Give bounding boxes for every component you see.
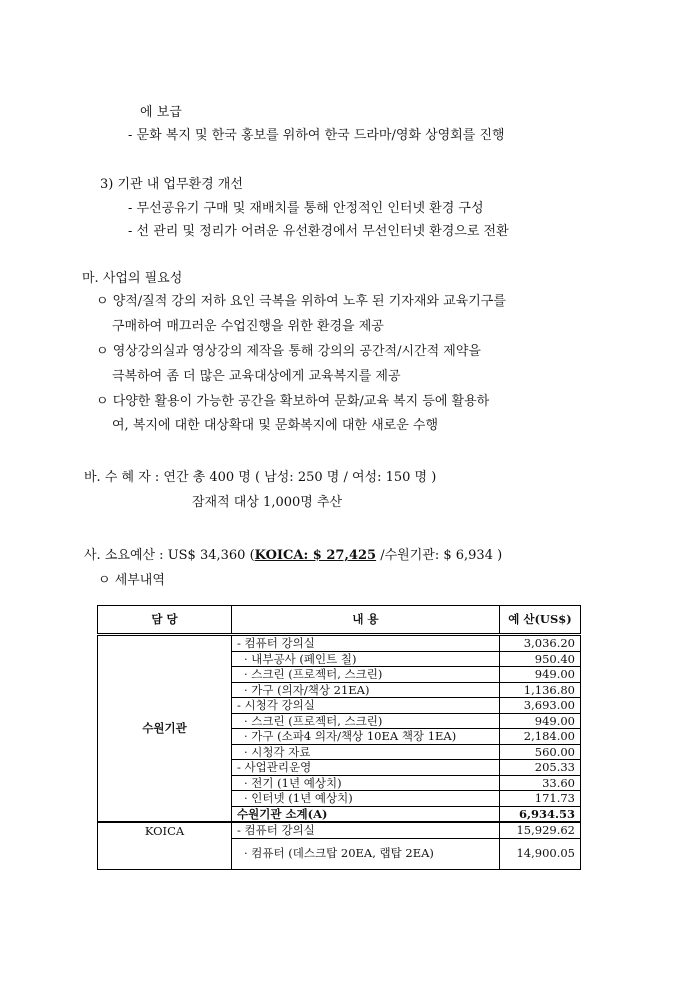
bullet-line: 극복하여 좀 더 많은 교육대상에게 교육복지를 제공 — [112, 369, 401, 384]
row-amount: 205.33 — [500, 760, 581, 776]
bullet-line: 구매하여 매끄러운 수업진행을 위한 환경을 제공 — [112, 319, 384, 334]
row-content: · 가구 (소파4 의자/책상 10EA 책장 1EA) — [232, 729, 500, 745]
beneficiary-line: 잠재적 대상 1,000명 추산 — [192, 495, 343, 510]
bullet-line: ㅇ 양적/질적 강의 저하 요인 극복을 위하여 노후 된 기자재와 교육기구를 — [96, 294, 506, 309]
row-content: · 시청각 자료 — [232, 744, 500, 760]
bullet-line: ㅇ 다양한 활용이 가능한 공간을 확보하여 문화/교육 복지 등에 활용하 — [96, 394, 490, 409]
budget-recipient: /수원기관: $ 6,934 ) — [380, 548, 503, 563]
row-content: · 인터넷 (1년 예상치) — [232, 791, 500, 807]
row-content: · 스크린 (프로젝터, 스크린) — [232, 667, 500, 683]
bullet-line: ㅇ 영상강의실과 영상강의 제작을 통해 강의의 공간적/시간적 제약을 — [96, 344, 481, 359]
section-heading: 3) 기관 내 업무환경 개선 — [100, 177, 243, 192]
row-content: · 가구 (의자/책상 21EA) — [232, 682, 500, 698]
table-header-row — [98, 606, 581, 635]
subtotal-amount: 6,934.53 — [500, 806, 581, 822]
group-recipient: 수원기관 — [98, 635, 232, 823]
section-heading: 마. 사업의 필요성 — [82, 271, 183, 286]
row-amount: 3,693.00 — [500, 698, 581, 714]
beneficiary-line: 바. 수 혜 자 : 연간 총 400 명 ( 남성: 250 명 / 여성: 150 명 ) — [84, 470, 437, 485]
budget-koica: KOICA: $ 27,425 — [254, 548, 377, 563]
row-amount: 1,136.80 — [500, 682, 581, 698]
row-content: · 스크린 (프로젝터, 스크린) — [232, 713, 500, 729]
row-amount: 14,900.05 — [500, 838, 581, 869]
table-row — [98, 822, 581, 838]
header-content: 내 용 — [232, 606, 500, 635]
group-koica: KOICA — [98, 822, 232, 869]
row-content: - 컴퓨터 강의실 — [232, 635, 500, 652]
text-line: - 문화 복지 및 한국 홍보를 위하여 한국 드라마/영화 상영회를 진행 — [128, 128, 505, 143]
table-row — [98, 635, 581, 652]
row-amount: 33.60 — [500, 775, 581, 791]
text-line: - 선 관리 및 정리가 어려운 유선환경에서 무선인터넷 환경으로 전환 — [128, 224, 509, 239]
row-amount: 15,929.62 — [500, 822, 581, 838]
row-content: - 사업관리운영 — [232, 760, 500, 776]
budget-table — [97, 605, 581, 870]
row-amount: 949.00 — [500, 667, 581, 683]
subtotal-label: 수원기관 소계(A) — [232, 806, 500, 822]
row-content: - 시청각 강의실 — [232, 698, 500, 714]
detail-heading: ㅇ 세부내역 — [98, 573, 165, 588]
row-content: · 컴퓨터 (데스크탑 20EA, 랩탑 2EA) — [232, 838, 500, 869]
row-content: · 전기 (1년 예상치) — [232, 775, 500, 791]
row-amount: 950.40 — [500, 651, 581, 667]
header-owner: 담 당 — [98, 606, 232, 635]
budget-summary-line — [84, 547, 502, 565]
row-content: - 컴퓨터 강의실 — [232, 822, 500, 838]
row-content: · 내부공사 (페인트 칠) — [232, 651, 500, 667]
text-line: 에 보급 — [140, 105, 182, 120]
row-amount: 3,036.20 — [523, 636, 575, 650]
row-amount: 949.00 — [500, 713, 581, 729]
row-amount: 560.00 — [500, 744, 581, 760]
budget-total: 사. 소요예산 : US$ 34,360 ( — [84, 548, 255, 563]
row-amount: 171.73 — [500, 791, 581, 807]
text-line: - 무선공유기 구매 및 재배치를 통해 안정적인 인터넷 환경 구성 — [128, 201, 484, 216]
bullet-line: 여, 복지에 대한 대상확대 및 문화복지에 대한 새로운 수행 — [112, 418, 439, 433]
header-budget: 예 산(US$) — [500, 606, 581, 635]
row-amount: 2,184.00 — [500, 729, 581, 745]
